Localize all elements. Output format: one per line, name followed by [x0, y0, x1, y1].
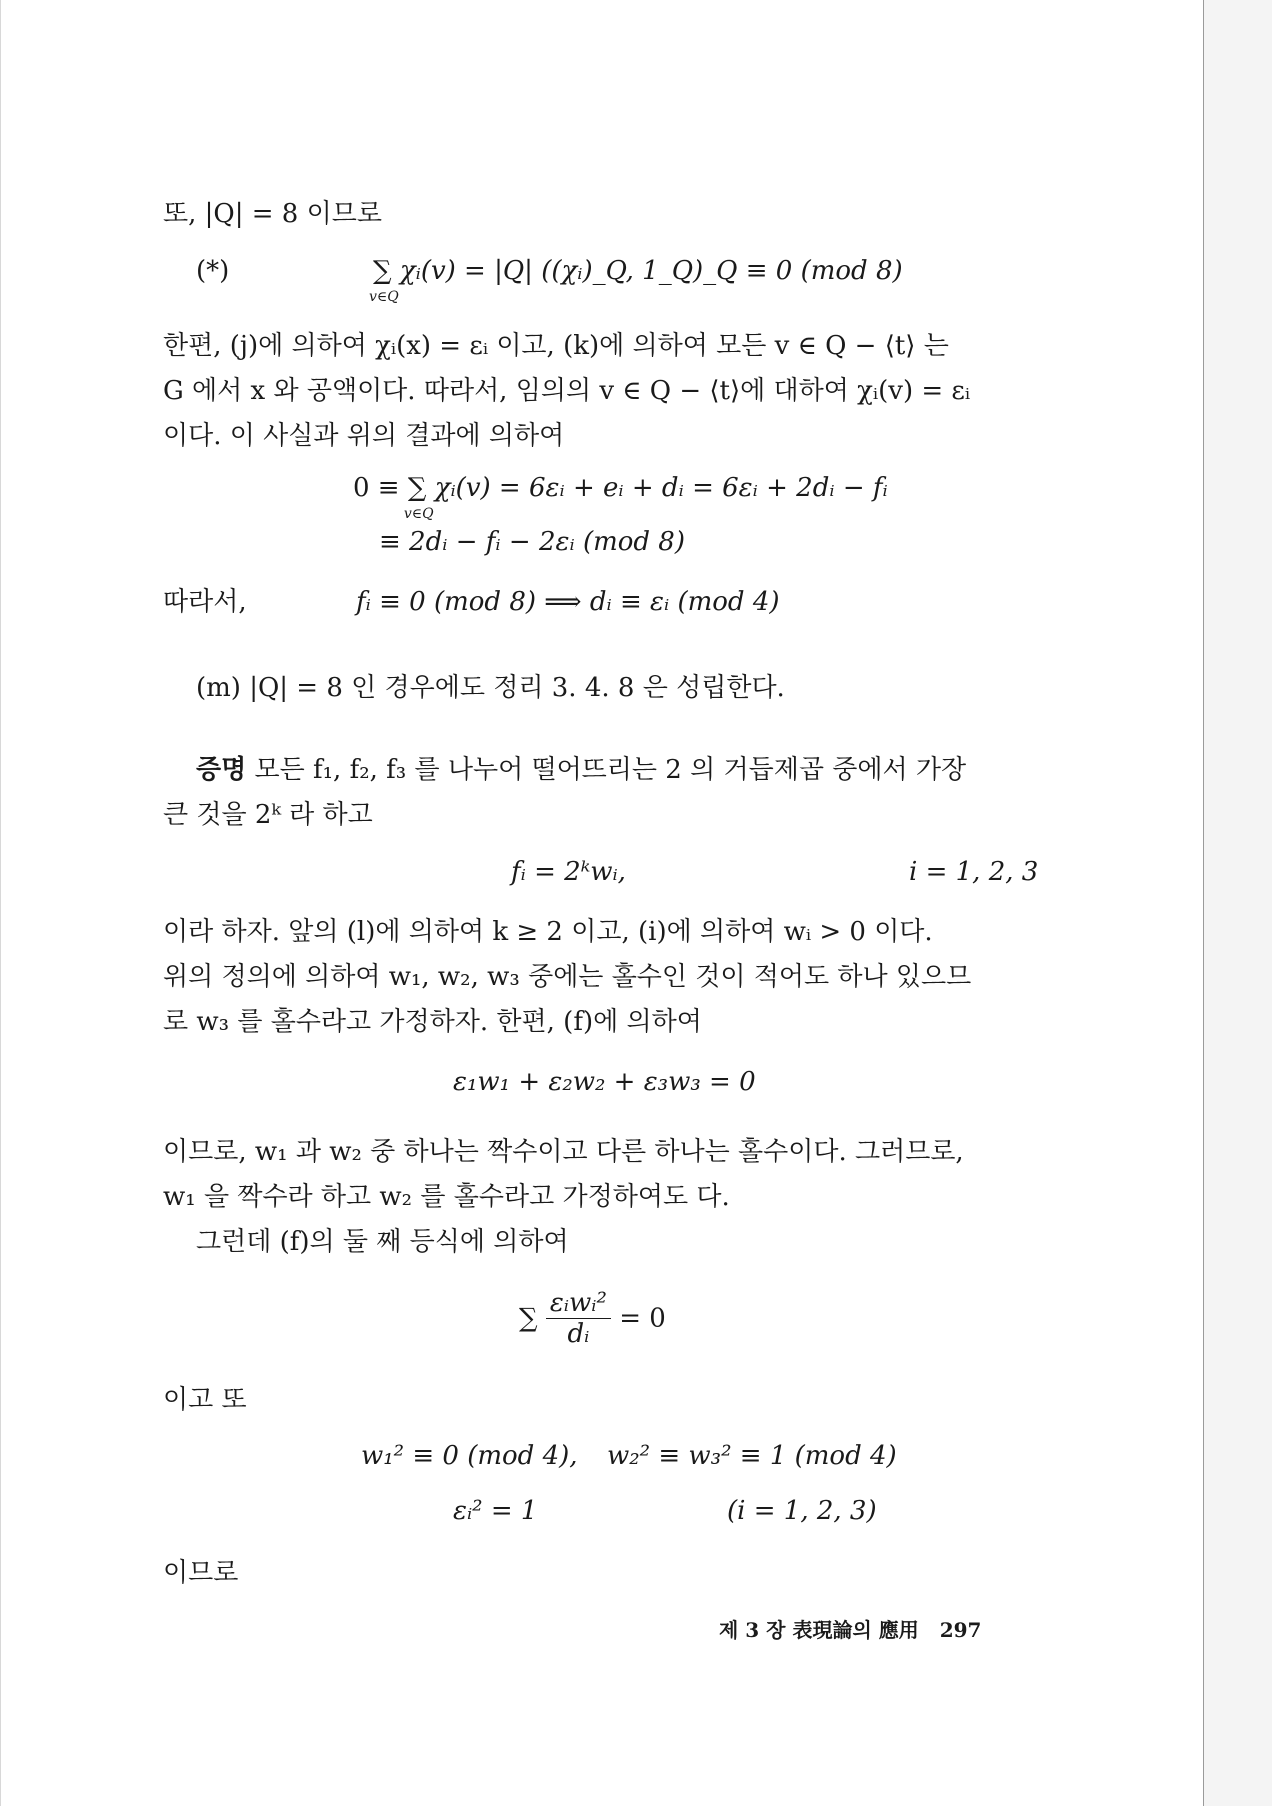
equation	[369, 255, 903, 305]
text-line: 큰 것을 2ᵏ 라 하고	[163, 800, 373, 830]
summation-subscript: v∈Q	[369, 289, 399, 305]
chapter-title: 제 3 장 表現論의 應用	[719, 1618, 919, 1642]
running-footer	[719, 1614, 981, 1643]
summation-symbol: ∑	[519, 1303, 538, 1334]
fraction	[546, 1288, 611, 1349]
equation: fᵢ ≡ 0 (mod 8) ⟹ dᵢ ≡ εᵢ (mod 4)	[356, 587, 780, 617]
equation-body: χᵢ(v) = 6εᵢ + eᵢ + dᵢ = 6εᵢ + 2dᵢ − fᵢ	[434, 473, 888, 503]
equation-condition: i = 1, 2, 3	[909, 857, 1039, 887]
equation	[519, 1288, 666, 1349]
equation: w₂² ≡ w₃² ≡ 1 (mod 4)	[607, 1441, 897, 1471]
summation-subscript: v∈Q	[403, 506, 434, 522]
equation: fᵢ = 2ᵏwᵢ,	[511, 857, 626, 887]
fraction-denominator: dᵢ	[567, 1319, 590, 1349]
text-line: w₁ 을 짝수라 하고 w₂ 를 홀수라고 가정하여도 다.	[163, 1182, 730, 1212]
equation: ε₁w₁ + ε₂w₂ + ε₃w₃ = 0	[453, 1067, 756, 1097]
text-line	[196, 754, 966, 786]
text-line: G 에서 x 와 공액이다. 따라서, 임의의 v ∈ Q − ⟨t⟩에 대하여 χᵢ(v) = εᵢ	[163, 376, 971, 406]
fraction-numerator: εᵢwᵢ²	[546, 1288, 611, 1319]
text-line: 따라서,	[163, 587, 247, 617]
proof-heading: 증명	[196, 755, 247, 785]
equation-rhs: = 0	[619, 1303, 666, 1334]
equation	[353, 472, 888, 522]
equation: εᵢ² = 1	[453, 1496, 538, 1526]
equation-label: (*)	[196, 256, 230, 286]
proposition: (m) |Q| = 8 인 경우에도 정리 3. 4. 8 은 성립한다.	[196, 673, 785, 703]
equation-body: χᵢ(v) = |Q| ((χᵢ)_Q, 1_Q)_Q ≡ 0 (mod 8)	[399, 256, 903, 286]
text-line: 이라 하자. 앞의 (l)에 의하여 k ≥ 2 이고, (i)에 의하여 wᵢ > 0 이다.	[163, 917, 933, 947]
text-line: 한편, (j)에 의하여 χᵢ(x) = εᵢ 이고, (k)에 의하여 모든 v ∈ Q − ⟨t⟩ 는	[163, 331, 949, 361]
equation-condition: (i = 1, 2, 3)	[727, 1496, 877, 1526]
equation-lhs: 0 ≡	[353, 473, 400, 503]
summation-symbol: ∑	[373, 256, 392, 286]
text-line: 이고 또	[163, 1385, 247, 1415]
text-line: 이다. 이 사실과 위의 결과에 의하여	[163, 421, 565, 451]
equation: ≡ 2dᵢ − fᵢ − 2εᵢ (mod 8)	[379, 527, 685, 557]
text-line: 로 w₃ 를 홀수라고 가정하자. 한편, (f)에 의하여	[163, 1007, 702, 1037]
text-line: 이므로, w₁ 과 w₂ 중 하나는 짝수이고 다른 하나는 홀수이다. 그러므로,	[163, 1137, 964, 1167]
text-line: 위의 정의에 의하여 w₁, w₂, w₃ 중에는 홀수인 것이 적어도 하나 있으므	[163, 962, 972, 992]
text-line: 그런데 (f)의 둘 째 등식에 의하여	[196, 1227, 569, 1257]
page-margin	[1204, 0, 1272, 1806]
summation-symbol: ∑	[407, 473, 427, 503]
text-line: 또, |Q| = 8 이므로	[163, 199, 382, 229]
text-line: 이므로	[163, 1558, 239, 1588]
page-number: 297	[939, 1618, 982, 1642]
equation: w₁² ≡ 0 (mod 4),	[361, 1441, 578, 1471]
proof-text: 모든 f₁, f₂, f₃ 를 나누어 떨어뜨리는 2 의 거듭제곱 중에서 가장	[246, 755, 967, 785]
